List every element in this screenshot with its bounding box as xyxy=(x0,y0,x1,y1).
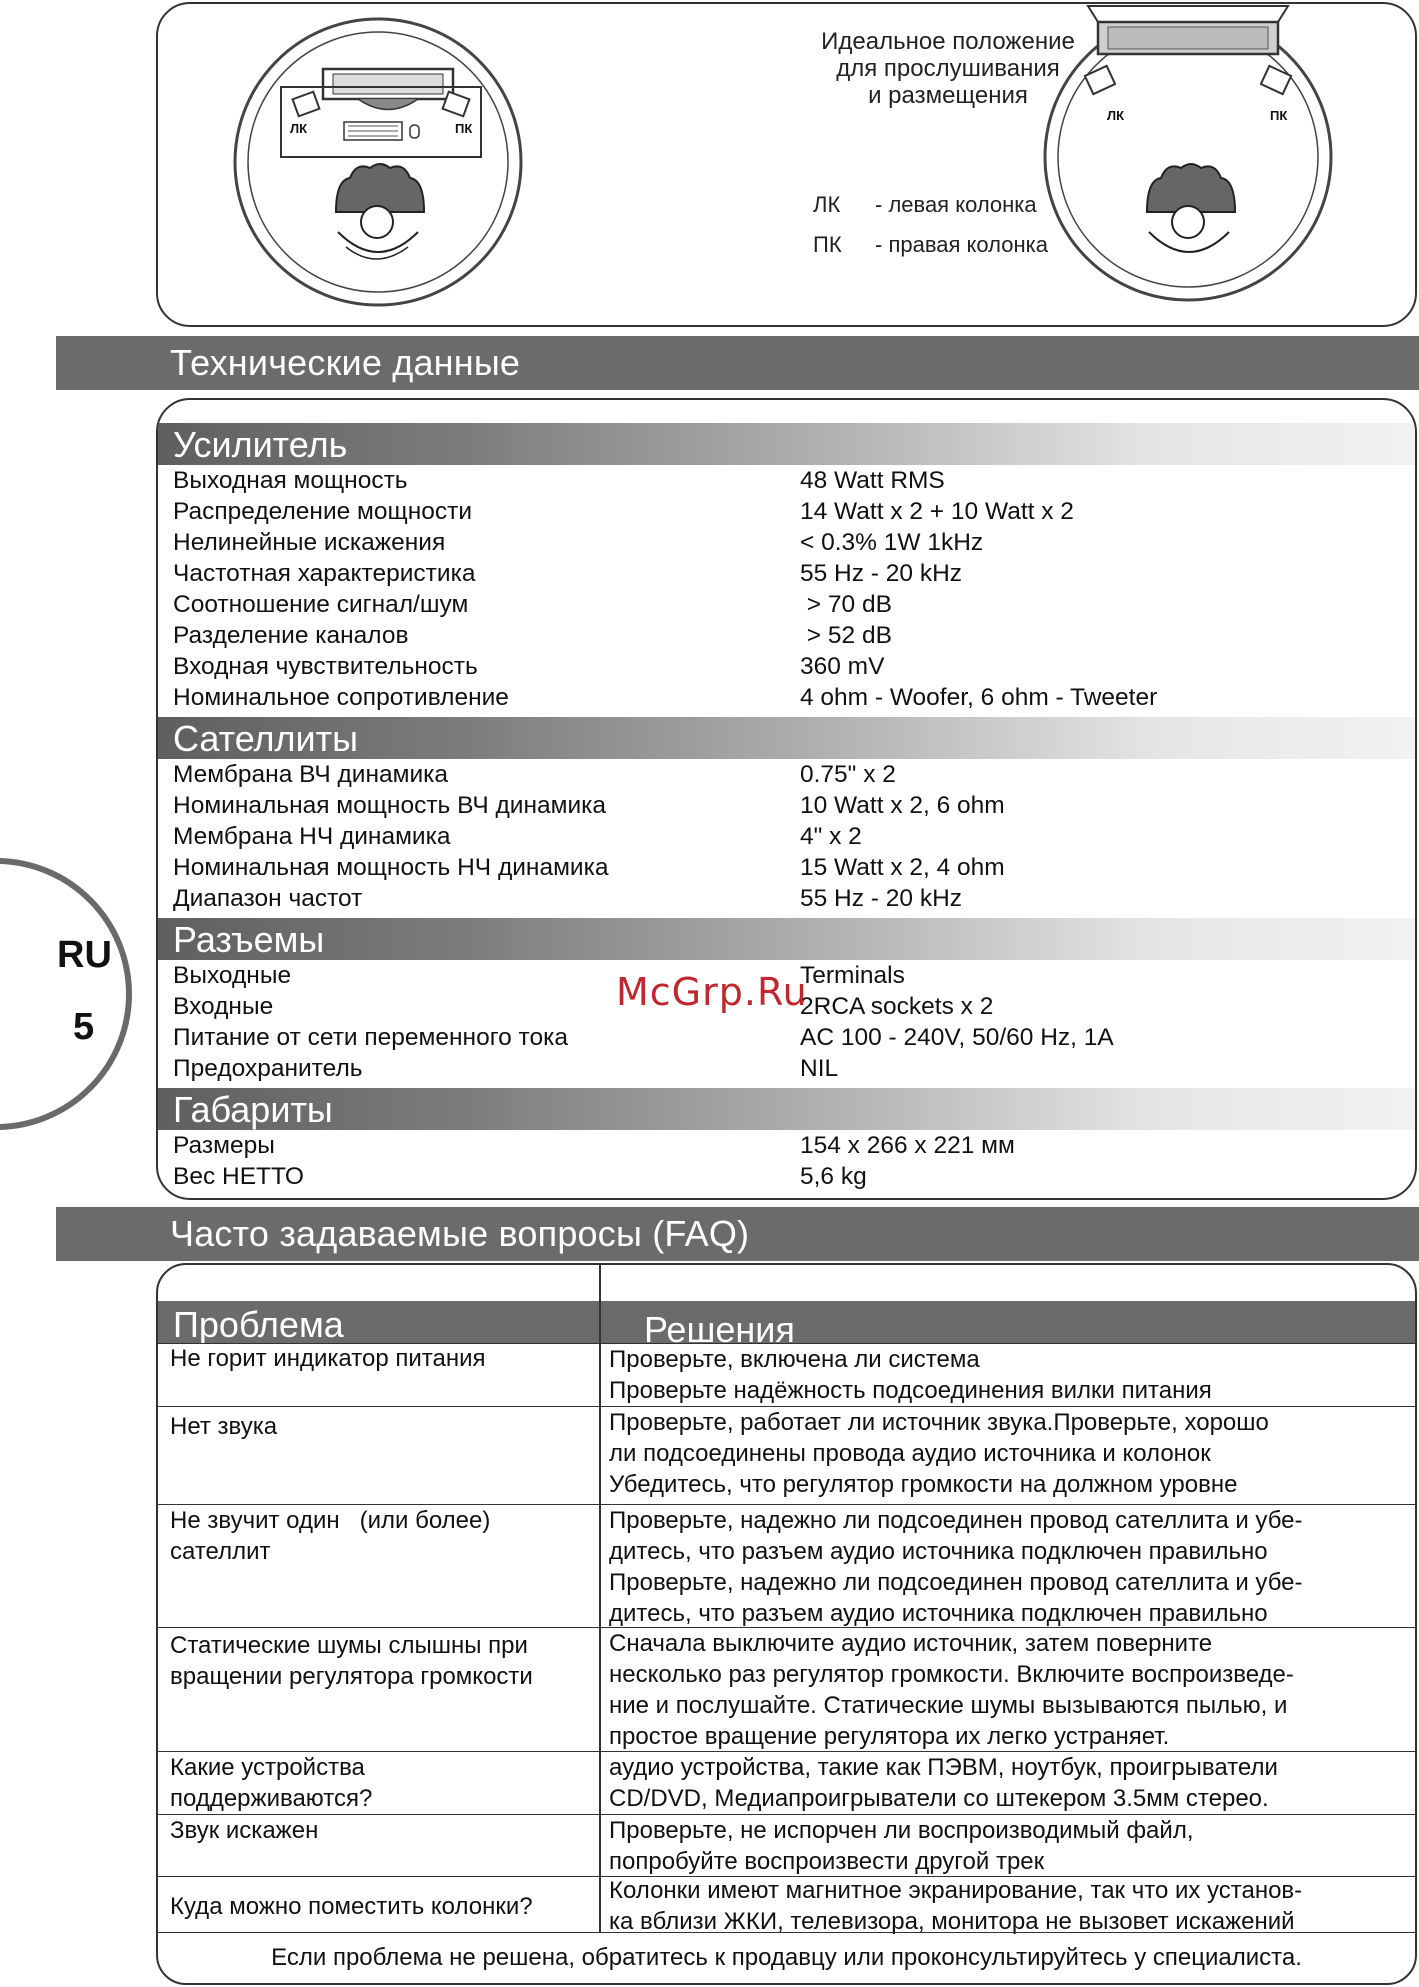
faq-row: Не горит индикатор питания Проверьте, включена ли система Проверьте надёжность подсоединения вилки питания xyxy=(158,1343,1415,1406)
faq-header: Часто задаваемые вопросы (FAQ) xyxy=(56,1207,1419,1261)
connectors-heading: Разъемы xyxy=(158,918,1415,960)
placement-diagram-panel xyxy=(156,2,1417,327)
faq-footer-note: Если проблема не решена, обратитесь к продавцу или проконсультируйтесь у специалиста. xyxy=(158,1932,1415,1985)
legend-left: ЛК - левая колонка xyxy=(813,192,1037,217)
tv-placement-illustration xyxy=(1028,2,1348,312)
spec-row: Соотношение сигнал/шум > 70 dB xyxy=(173,591,892,618)
amplifier-heading: Усилитель xyxy=(158,423,1415,465)
tech-data-header: Технические данные xyxy=(56,336,1419,390)
spec-row: Мембрана ВЧ динамика 0.75" x 2 xyxy=(173,761,896,788)
right-speaker-label: ПК xyxy=(455,121,473,136)
problem-column-header: Проблема xyxy=(173,1304,344,1345)
page-tab xyxy=(0,858,132,1130)
spec-row: Предохранитель NIL xyxy=(173,1055,839,1082)
spec-row: Частотная характеристика 55 Hz - 20 kHz xyxy=(173,560,963,587)
spec-row: Входная чувствительность 360 mV xyxy=(173,653,885,680)
faq-column-headers xyxy=(158,1301,1415,1350)
faq-row: Статические шумы слышны при вращении регулятора громкости Сначала выключите аудио источник, затем поверните несколько раз регулятор громкости. Включите воспроизведе- ние и послушайте. Статические шумы вызываются пылью, и простое вращение регулятора их легко устраняет. xyxy=(158,1627,1415,1751)
column-divider xyxy=(599,1265,601,1932)
legend-right: ПК - правая колонка xyxy=(813,232,1048,257)
spec-row: Выходные Terminals xyxy=(173,962,905,989)
faq-row: Какие устройства поддерживаются? аудио устройства, такие как ПЭВМ, ноутбук, проигрыватели CD/DVD, Медиапроигрыватели со штекером 3.5мм стерео. xyxy=(158,1751,1415,1814)
desk-placement-illustration xyxy=(218,12,548,312)
satellites-heading: Сателлиты xyxy=(158,717,1415,759)
faq-row: Не звучит один (или более) сателлит Проверьте, надежно ли подсоединен провод сателлита и убе- дитесь, что разъем аудио источника подключен правильно Проверьте, надежно ли подсоединен провод сателлита и убе- дитесь, что разъем аудио источника подключен правильно xyxy=(158,1504,1415,1627)
tv-left-speaker-label: ЛК xyxy=(1107,108,1125,123)
spec-row: Диапазон частот 55 Hz - 20 kHz xyxy=(173,885,963,912)
page-number: 5 xyxy=(73,1006,95,1048)
language-code: RU xyxy=(57,934,112,976)
left-speaker-label: ЛК xyxy=(290,121,308,136)
spec-table xyxy=(156,398,1417,1200)
spec-row: Номинальная мощность НЧ динамика 15 Watt x 2, 4 ohm xyxy=(173,854,1005,881)
spec-row: Распределение мощности 14 Watt x 2 + 10 Watt x 2 xyxy=(173,498,1074,525)
faq-row: Куда можно поместить колонки? Колонки имеют магнитное экранирование, так что их установ- ка вблизи ЖКИ, телевизора, монитора не вызовет искажений xyxy=(158,1876,1415,1932)
spec-row: Входные 2RCA sockets x 2 xyxy=(173,993,994,1020)
spec-row: Номинальное сопротивление 4 ohm - Woofer, 6 ohm - Tweeter xyxy=(173,684,1158,711)
spec-row: Размеры 154 x 266 x 221 мм xyxy=(173,1132,1015,1159)
faq-row: Нет звука Проверьте, работает ли источник звука.Проверьте, хорошо ли подсоединены провода аудио источника и колонок Убедитесь, что регулятор громкости на должном уровне xyxy=(158,1406,1415,1504)
placement-title: Идеальное положение для прослушивания и размещения xyxy=(821,28,1075,109)
spec-row: Разделение каналов > 52 dB xyxy=(173,622,892,649)
spec-row: Номинальная мощность ВЧ динамика 10 Watt x 2, 6 ohm xyxy=(173,792,1005,819)
dimensions-heading: Габариты xyxy=(158,1088,1415,1130)
spec-row: Питание от сети переменного тока AC 100 - 240V, 50/60 Hz, 1A xyxy=(173,1024,1114,1051)
spec-row: Выходная мощность 48 Watt RMS xyxy=(173,467,945,494)
tv-right-speaker-label: ПК xyxy=(1270,108,1288,123)
solution-column-header: Решения xyxy=(644,1309,795,1350)
spec-row: Нелинейные искажения < 0.3% 1W 1kHz xyxy=(173,529,984,556)
faq-table xyxy=(156,1263,1417,1985)
faq-row: Звук искажен Проверьте, не испорчен ли воспроизводимый файл, попробуйте воспроизвести другой трек xyxy=(158,1814,1415,1876)
watermark: McGrp.Ru xyxy=(616,970,808,1014)
spec-row: Мембрана НЧ динамика 4" x 2 xyxy=(173,823,862,850)
spec-row: Вес НЕТТО 5,6 kg xyxy=(173,1163,867,1190)
